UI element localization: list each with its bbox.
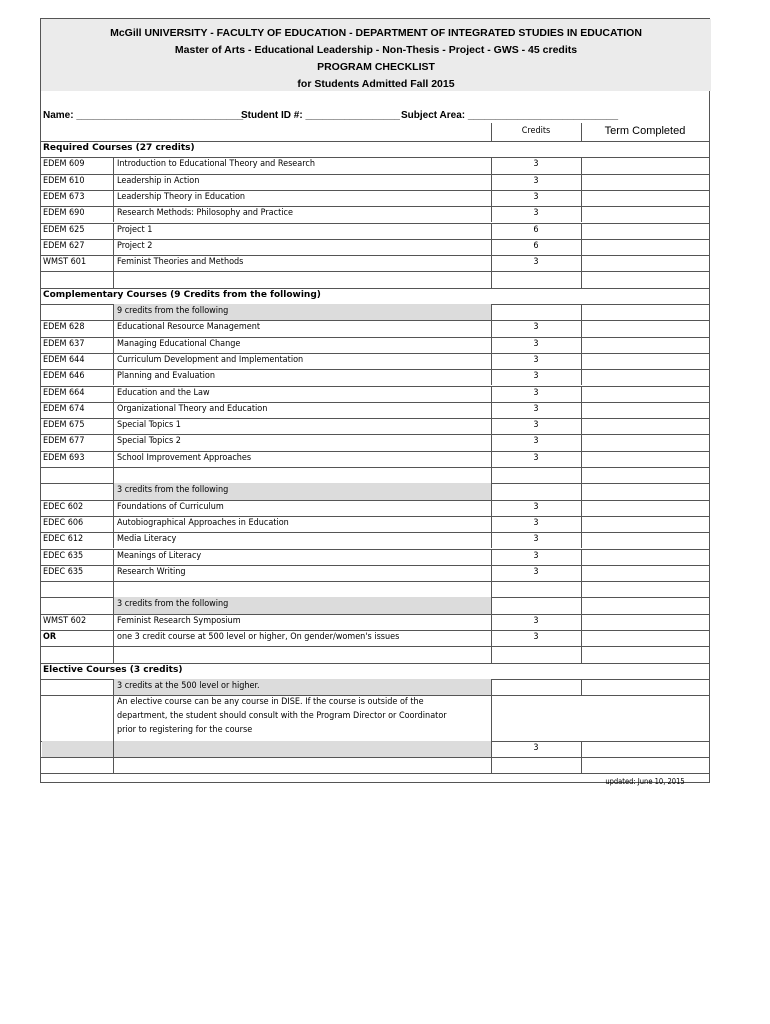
- course-credits: 3: [533, 322, 539, 333]
- column-divider: [491, 418, 492, 434]
- column-divider: [581, 386, 582, 402]
- course-credits: 3: [533, 371, 539, 382]
- column-divider: [491, 597, 492, 613]
- column-divider: [581, 581, 582, 597]
- course-title: Media Literacy: [117, 534, 177, 545]
- column-divider: [491, 320, 492, 336]
- course-credits: 3: [533, 452, 539, 463]
- column-divider: [113, 467, 114, 483]
- row-divider: [41, 757, 709, 758]
- column-divider: [113, 369, 114, 385]
- column-divider: [581, 614, 582, 630]
- column-divider: [581, 565, 582, 581]
- column-divider: [491, 630, 492, 646]
- column-divider: [581, 157, 582, 173]
- course-title: Introduction to Educational Theory and Research: [117, 159, 315, 170]
- column-divider: [581, 337, 582, 353]
- column-divider: [113, 565, 114, 581]
- course-code: EDEM 637: [43, 338, 85, 349]
- column-divider: [113, 434, 114, 450]
- course-title: Meanings of Literacy: [117, 550, 202, 561]
- column-divider: [581, 500, 582, 516]
- column-divider: [113, 190, 114, 206]
- column-divider: [113, 451, 114, 467]
- column-divider: [491, 271, 492, 287]
- course-title: Special Topics 2: [117, 436, 181, 447]
- course-code: EDEM 644: [43, 354, 85, 365]
- term-completed-cell[interactable]: [582, 565, 709, 581]
- column-divider: [113, 549, 114, 565]
- column-divider: [581, 369, 582, 385]
- course-code: EDEM 693: [43, 452, 85, 463]
- column-divider: [113, 646, 114, 662]
- column-divider: [491, 516, 492, 532]
- course-credits: 3: [533, 338, 539, 349]
- section-title: Complementary Courses (9 Credits from the following): [43, 289, 321, 300]
- course-credits: 3: [533, 387, 539, 398]
- column-divider: [113, 320, 114, 336]
- term-completed-cell[interactable]: [582, 369, 709, 385]
- course-credits: 3: [533, 175, 539, 186]
- term-completed-cell[interactable]: [582, 630, 709, 646]
- term-completed-cell[interactable]: [582, 614, 709, 630]
- course-title: Organizational Theory and Education: [117, 403, 268, 414]
- column-divider: [581, 451, 582, 467]
- updated-date: updated: June 10, 2015: [605, 777, 685, 787]
- course-credits: 3: [533, 632, 539, 642]
- column-divider: [491, 741, 492, 757]
- course-code: WMST 601: [43, 257, 87, 268]
- course-credits: 3: [533, 208, 539, 219]
- course-code: EDEM 664: [43, 387, 85, 398]
- column-divider: [491, 223, 492, 239]
- column-divider: [581, 206, 582, 222]
- column-divider: [113, 223, 114, 239]
- course-code: EDEM 646: [43, 371, 85, 382]
- elective-note-line: department, the student should consult with the Program Director or Coordinator: [117, 711, 447, 722]
- column-divider: [113, 206, 114, 222]
- column-divider: [491, 304, 492, 320]
- course-credits: 6: [533, 224, 539, 235]
- section-title: Elective Courses (3 credits): [43, 664, 183, 675]
- column-divider: [491, 337, 492, 353]
- column-divider: [581, 434, 582, 450]
- column-divider: [581, 516, 582, 532]
- course-code: EDEM 690: [43, 208, 85, 219]
- row-divider: [41, 467, 709, 468]
- column-divider: [581, 271, 582, 287]
- column-divider: [491, 695, 492, 741]
- course-title: Leadership Theory in Education: [117, 191, 246, 202]
- term-completed-cell[interactable]: [582, 239, 709, 255]
- course-credits: 3: [533, 615, 539, 626]
- column-divider: [113, 418, 114, 434]
- column-divider: [113, 597, 114, 613]
- term-completed-cell[interactable]: [582, 255, 709, 271]
- course-title: one 3 credit course at 500 level or higher, On gender/women's issues: [117, 632, 400, 642]
- term-completed-cell[interactable]: [582, 418, 709, 434]
- term-completed-cell[interactable]: [582, 451, 709, 467]
- column-divider: [491, 565, 492, 581]
- course-code: EDEC 606: [43, 517, 84, 528]
- column-divider: [581, 418, 582, 434]
- course-code: EDEM 673: [43, 191, 85, 202]
- column-divider: [581, 174, 582, 190]
- elective-note-line: An elective course can be any course in DISE. If the course is outside of the: [117, 697, 424, 708]
- header-line-3: PROGRAM CHECKLIST: [317, 61, 435, 73]
- term-completed-cell[interactable]: [582, 320, 709, 336]
- column-divider: [113, 255, 114, 271]
- course-code: WMST 602: [43, 615, 87, 626]
- column-divider: [491, 123, 492, 141]
- course-credits: 3: [533, 566, 539, 577]
- row-divider: [41, 581, 709, 582]
- course-code: EDEM 610: [43, 175, 85, 186]
- section-title: Required Courses (27 credits): [43, 143, 195, 153]
- course-title: Special Topics 1: [117, 420, 181, 431]
- column-divider: [491, 402, 492, 418]
- column-divider: [491, 679, 492, 695]
- course-credits: 3: [533, 550, 539, 561]
- column-divider: [491, 757, 492, 773]
- row-divider: [41, 271, 709, 272]
- term-completed-cell[interactable]: [582, 402, 709, 418]
- column-divider: [581, 223, 582, 239]
- course-title: Feminist Theories and Methods: [117, 257, 244, 268]
- row-divider: [41, 646, 709, 647]
- elective-credits: 3: [533, 742, 539, 753]
- course-title: Education and the Law: [117, 387, 210, 398]
- header-line-2: Master of Arts - Educational Leadership - Non-Thesis - Project - GWS - 45 credits: [174, 44, 578, 56]
- column-divider: [113, 337, 114, 353]
- course-code: OR: [43, 632, 57, 642]
- column-divider: [581, 402, 582, 418]
- column-divider: [581, 304, 582, 320]
- course-code: EDEC 635: [43, 550, 84, 561]
- column-divider: [491, 532, 492, 548]
- term-completed-cell[interactable]: [582, 337, 709, 353]
- course-title: Educational Resource Management: [117, 322, 261, 333]
- column-divider: [113, 353, 114, 369]
- course-credits: 3: [533, 517, 539, 528]
- column-divider: [491, 549, 492, 565]
- elective-row-shading: [42, 741, 491, 757]
- course-code: EDEM 674: [43, 403, 85, 414]
- program-checklist-sheet: [40, 18, 710, 787]
- elective-group-label: 3 credits at the 500 level or higher.: [117, 680, 260, 691]
- column-divider: [581, 757, 582, 773]
- course-title: Curriculum Development and Implementation: [117, 354, 304, 365]
- complementary-group-label: 3 credits from the following: [117, 599, 229, 610]
- column-divider: [581, 190, 582, 206]
- header-line-4: for Students Admitted Fall 2015: [297, 78, 455, 90]
- term-completed-cell[interactable]: [582, 190, 709, 206]
- column-divider: [491, 483, 492, 499]
- course-code: EDEC 612: [43, 534, 84, 545]
- term-completed-cell[interactable]: [582, 174, 709, 190]
- term-completed-cell[interactable]: [582, 532, 709, 548]
- course-code: EDEM 609: [43, 159, 85, 170]
- column-divider: [581, 353, 582, 369]
- course-title: Leadership in Action: [117, 175, 200, 186]
- column-divider: [581, 123, 582, 141]
- term-completed-cell[interactable]: [582, 549, 709, 565]
- column-divider: [113, 516, 114, 532]
- course-title: Research Writing: [117, 566, 186, 577]
- credits-column-header: Credits: [521, 126, 551, 136]
- term-completed-cell[interactable]: [582, 516, 709, 532]
- column-divider: [113, 271, 114, 287]
- column-divider: [491, 386, 492, 402]
- name-field[interactable]: Name: ______________________________: [43, 110, 244, 121]
- column-divider: [491, 353, 492, 369]
- course-title: Planning and Evaluation: [117, 371, 215, 382]
- column-divider: [113, 402, 114, 418]
- course-title: Feminist Research Symposium: [117, 615, 241, 626]
- column-divider: [581, 646, 582, 662]
- course-title: Project 2: [117, 240, 153, 251]
- column-divider: [581, 549, 582, 565]
- course-credits: 3: [533, 191, 539, 202]
- course-code: EDEM 625: [43, 224, 85, 235]
- column-divider: [491, 451, 492, 467]
- column-divider: [581, 532, 582, 548]
- column-divider: [581, 467, 582, 483]
- course-title: Research Methods: Philosophy and Practice: [117, 208, 293, 219]
- column-divider: [113, 757, 114, 773]
- course-credits: 3: [533, 257, 539, 268]
- column-divider: [113, 304, 114, 320]
- student-id-field[interactable]: Student ID #: _________________: [241, 110, 400, 121]
- term-completed-cell[interactable]: [582, 353, 709, 369]
- term-completed-column-header: Term Completed: [604, 125, 686, 137]
- course-code: EDEM 628: [43, 322, 85, 333]
- column-divider: [491, 239, 492, 255]
- column-divider: [491, 500, 492, 516]
- column-divider: [491, 369, 492, 385]
- column-divider: [113, 386, 114, 402]
- course-credits: 3: [533, 354, 539, 365]
- column-divider: [491, 614, 492, 630]
- term-completed-cell[interactable]: [582, 500, 709, 516]
- course-title: School Improvement Approaches: [117, 452, 252, 463]
- course-code: EDEC 602: [43, 501, 84, 512]
- column-divider: [581, 630, 582, 646]
- column-divider: [113, 239, 114, 255]
- course-code: EDEC 635: [43, 566, 84, 577]
- course-title: Foundations of Curriculum: [117, 501, 224, 512]
- column-divider: [491, 255, 492, 271]
- column-divider: [491, 646, 492, 662]
- term-completed-cell[interactable]: [582, 157, 709, 173]
- term-completed-cell[interactable]: [582, 223, 709, 239]
- subject-area-field[interactable]: Subject Area: ___________________________: [401, 110, 619, 121]
- column-divider: [491, 157, 492, 173]
- course-credits: 3: [533, 420, 539, 431]
- course-code: EDEM 675: [43, 420, 85, 431]
- column-divider: [113, 500, 114, 516]
- column-divider: [491, 190, 492, 206]
- course-code: EDEM 677: [43, 436, 85, 447]
- header-line-1: McGill UNIVERSITY - FACULTY OF EDUCATION - DEPARTMENT OF INTEGRATED STUDIES IN EDUCATION: [110, 27, 642, 39]
- course-credits: 3: [533, 501, 539, 512]
- column-divider: [113, 581, 114, 597]
- course-title: Project 1: [117, 224, 153, 235]
- column-divider: [113, 483, 114, 499]
- header-band: [41, 19, 711, 91]
- column-divider: [113, 532, 114, 548]
- term-completed-cell[interactable]: [582, 434, 709, 450]
- column-divider: [113, 695, 114, 741]
- course-credits: 3: [533, 403, 539, 414]
- column-divider: [581, 679, 582, 695]
- course-credits: 3: [533, 534, 539, 545]
- column-divider: [491, 581, 492, 597]
- column-divider: [491, 206, 492, 222]
- course-credits: 3: [533, 436, 539, 447]
- column-divider: [581, 239, 582, 255]
- column-divider: [113, 630, 114, 646]
- column-divider: [491, 434, 492, 450]
- course-credits: 3: [533, 159, 539, 170]
- column-divider: [113, 157, 114, 173]
- course-title: Managing Educational Change: [117, 338, 241, 349]
- column-divider: [581, 741, 582, 757]
- elective-note-line: prior to registering for the course: [117, 725, 253, 736]
- column-divider: [113, 679, 114, 695]
- column-divider: [113, 614, 114, 630]
- course-title: Autobiographical Approaches in Education: [117, 517, 289, 528]
- column-divider: [581, 483, 582, 499]
- complementary-group-label: 9 credits from the following: [117, 306, 229, 316]
- column-divider: [581, 320, 582, 336]
- course-credits: 6: [533, 240, 539, 251]
- column-divider: [581, 255, 582, 271]
- column-divider: [491, 467, 492, 483]
- column-divider: [491, 174, 492, 190]
- complementary-group-label: 3 credits from the following: [117, 485, 229, 496]
- course-code: EDEM 627: [43, 240, 85, 251]
- column-divider: [581, 597, 582, 613]
- column-divider: [113, 174, 114, 190]
- column-divider: [113, 741, 114, 757]
- term-completed-cell[interactable]: [582, 386, 709, 402]
- term-completed-cell[interactable]: [582, 206, 709, 222]
